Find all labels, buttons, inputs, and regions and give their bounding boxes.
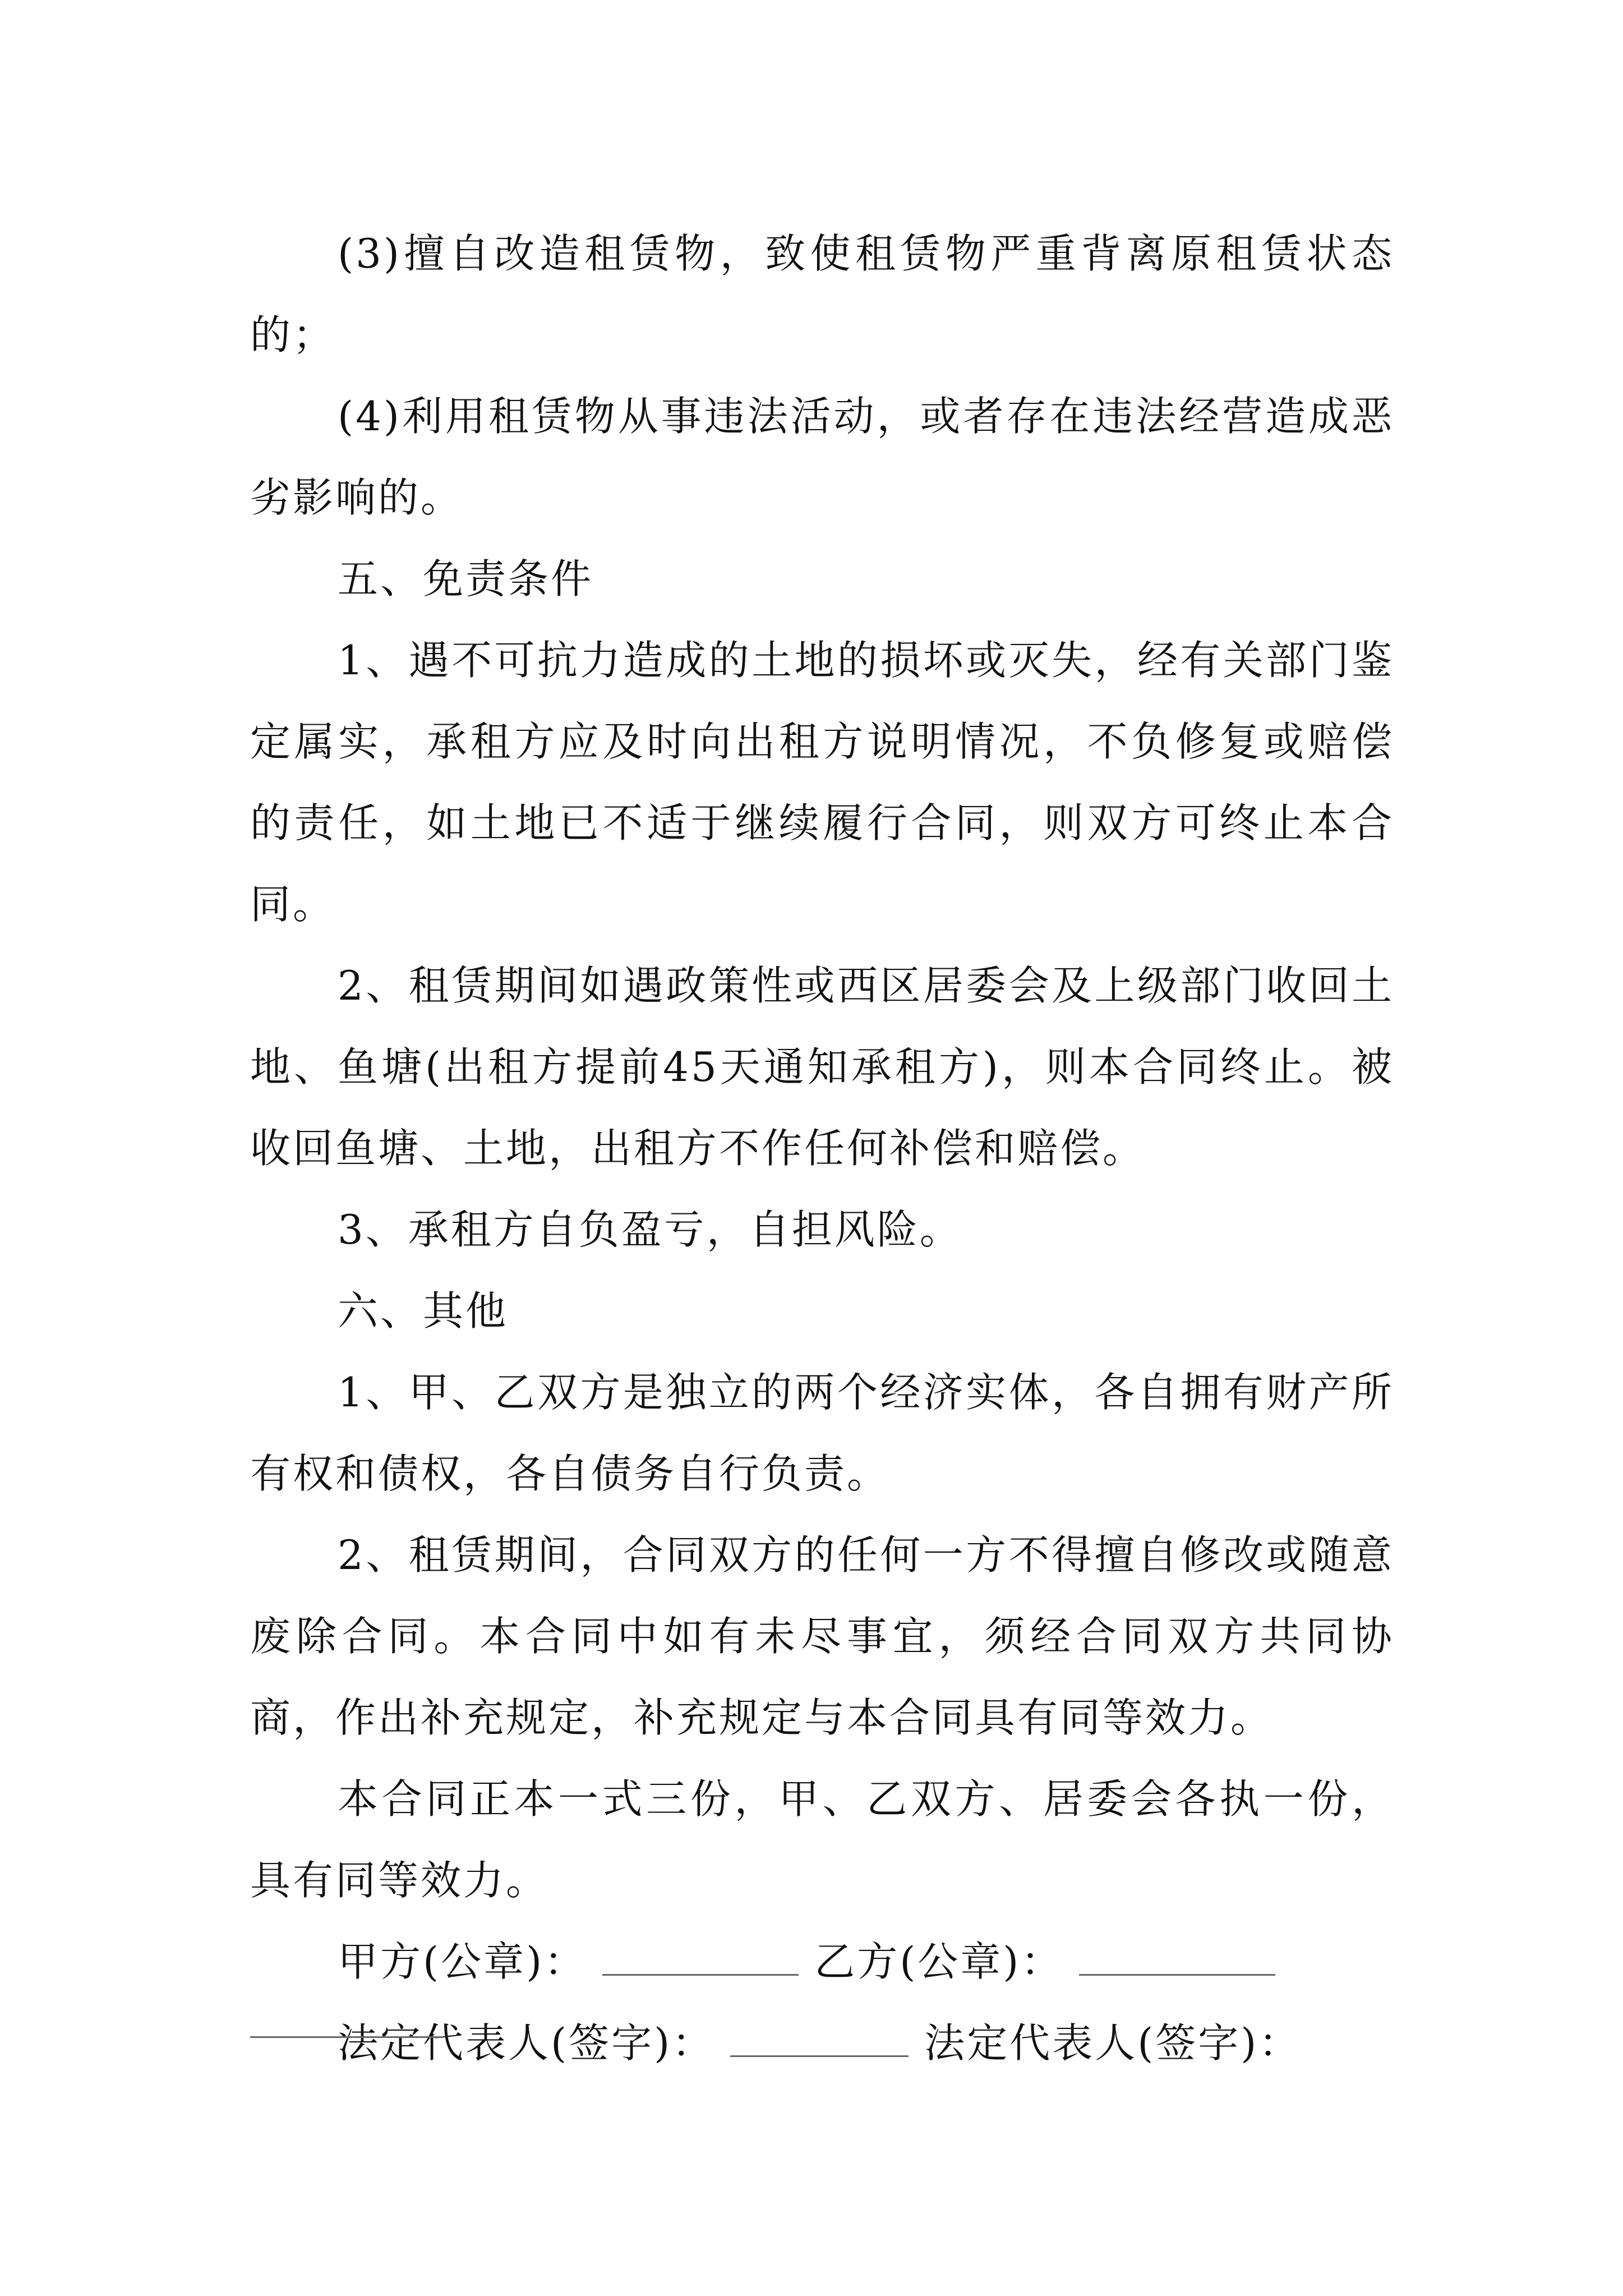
exemption-item-2: 2、租赁期间如遇政策性或西区居委会及上级部门收回土地、鱼塘(出租方提前45天通知承租方)，则本合同终止。被收回鱼塘、土地，出租方不作任何补偿和赔偿。 bbox=[250, 962, 1394, 1172]
party-a-rep-blank[interactable] bbox=[730, 2022, 909, 2057]
party-b-rep-label: 法定代表人(签字)： bbox=[924, 2019, 1302, 2067]
party-a-rep-label: 法定代表人(签字)： bbox=[338, 2019, 715, 2067]
representative-signature-row bbox=[250, 2003, 1394, 2084]
clause-4-text: (4)利用租赁物从事违法活动，或者存在违法经营造成恶劣影响的。 bbox=[250, 393, 1394, 521]
seal-signature-row bbox=[250, 1921, 1394, 2003]
other-item-1: 1、甲、乙双方是独立的两个经济实体，各自拥有财产所有权和债权，各自债务自行负责。 bbox=[250, 1369, 1394, 1497]
contract-page bbox=[250, 213, 1394, 2084]
party-b-seal-label: 乙方(公章)： bbox=[814, 1938, 1064, 1985]
exemption-item-1: 1、遇不可抗力造成的土地的损坏或灭失，经有关部门鉴定属实，承租方应及时向出租方说明情况，不负修复或赔偿的责任，如土地已不适于继续履行合同，则双方可终止本合同。 bbox=[250, 637, 1394, 928]
copies-statement: 本合同正本一式三份，甲、乙双方、居委会各执一份，具有同等效力。 bbox=[250, 1775, 1394, 1904]
clause-3-text: (3)擅自改造租赁物，致使租赁物严重背离原租赁状态的； bbox=[250, 230, 1394, 358]
party-a-seal-blank[interactable] bbox=[602, 1940, 799, 1976]
party-a-seal-label: 甲方(公章)： bbox=[338, 1938, 587, 1985]
section-heading-exemption: 五、免责条件 bbox=[338, 555, 594, 602]
other-item-2: 2、租赁期间，合同双方的任何一方不得擅自修改或随意废除合同。本合同中如有未尽事宜，须经合同双方共同协商，作出补充规定，补充规定与本合同具有同等效力。 bbox=[250, 1531, 1394, 1741]
section-heading-other: 六、其他 bbox=[338, 1287, 509, 1335]
exemption-item-3: 3、承租方自负盈亏，自担风险。 bbox=[338, 1206, 962, 1253]
party-b-seal-blank[interactable] bbox=[1079, 1940, 1275, 1976]
party-b-rep-blank[interactable] bbox=[250, 2036, 444, 2038]
